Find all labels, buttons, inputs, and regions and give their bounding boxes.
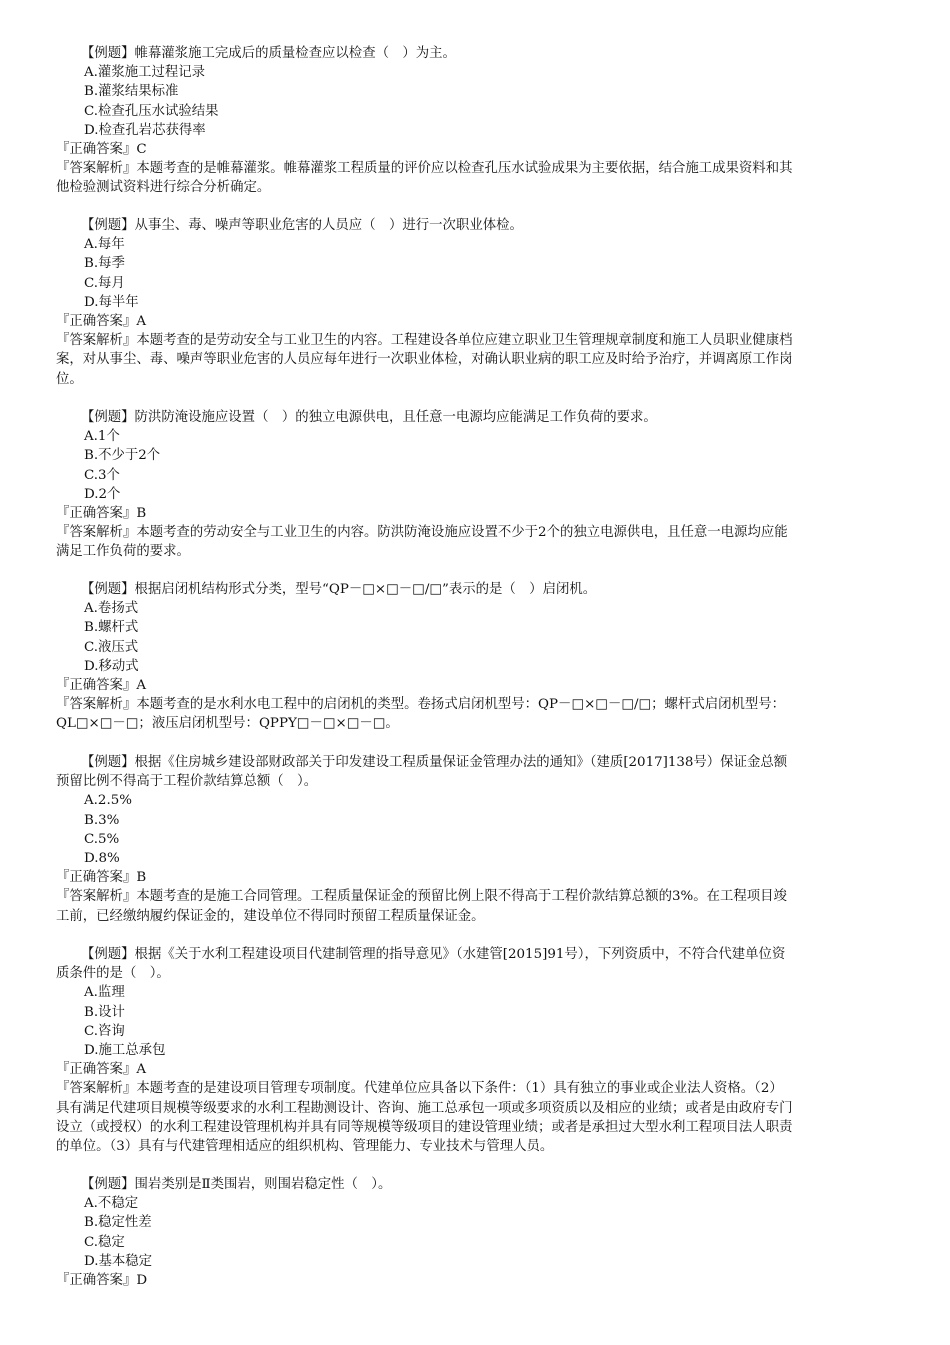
option-a: A.灌浆施工过程记录 bbox=[84, 65, 206, 81]
question-stem-cont: 质条件的是（ ）。 bbox=[56, 966, 170, 982]
option-b: B.稳定性差 bbox=[84, 1215, 152, 1231]
option-b: B.不少于2个 bbox=[84, 448, 161, 464]
question-stem: 【例题】根据启闭机结构形式分类，型号“QP－□×□－□/□”表示的是（ ）启闭机。 bbox=[81, 582, 597, 597]
option-a: A.每年 bbox=[84, 237, 125, 253]
option-b: B.3% bbox=[84, 812, 120, 828]
question-block-6 bbox=[56, 945, 902, 1156]
option-c: C.3个 bbox=[84, 467, 120, 483]
correct-answer: 『正确答案』A bbox=[56, 678, 147, 694]
question-block-3 bbox=[56, 408, 902, 562]
option-d: D.检查孔岩芯获得率 bbox=[84, 122, 206, 138]
option-d: D.施工总承包 bbox=[84, 1043, 166, 1059]
correct-answer: 『正确答案』D bbox=[56, 1273, 148, 1289]
answer-analysis-line: 『答案解析』本题考查的是建设项目管理专项制度。代建单位应具备以下条件：（1）具有独立的事业或企业法人资格。（2） bbox=[56, 1081, 783, 1097]
option-d: D.移动式 bbox=[84, 658, 139, 674]
answer-analysis-line: 满足工作负荷的要求。 bbox=[56, 544, 190, 560]
question-stem-cont: 预留比例不得高于工程价款结算总额（ ）。 bbox=[56, 774, 318, 790]
answer-analysis-line: 『答案解析』本题考查的是施工合同管理。工程质量保证金的预留比例上限不得高于工程价款结算总额的3%。在工程项目竣 bbox=[56, 889, 787, 905]
correct-answer: 『正确答案』C bbox=[56, 142, 147, 158]
option-a: A.不稳定 bbox=[84, 1196, 139, 1212]
option-b: B.螺杆式 bbox=[84, 620, 139, 636]
option-c: C.稳定 bbox=[84, 1234, 125, 1250]
answer-analysis-line: QL□×□－□；液压启闭机型号：QPPY□－□×□－□。 bbox=[56, 716, 399, 732]
option-b: B.设计 bbox=[84, 1004, 125, 1020]
option-a: A.2.5% bbox=[84, 793, 132, 809]
correct-answer: 『正确答案』A bbox=[56, 1062, 147, 1078]
correct-answer: 『正确答案』A bbox=[56, 314, 147, 330]
question-block-5 bbox=[56, 753, 902, 926]
answer-analysis-line: 工前，已经缴纳履约保证金的，建设单位不得同时预留工程质量保证金。 bbox=[56, 908, 485, 924]
option-a: A.卷扬式 bbox=[84, 601, 139, 617]
question-block-4 bbox=[56, 580, 902, 734]
answer-analysis-line: 『答案解析』本题考查的是劳动安全与工业卫生的内容。工程建设各单位应建立职业卫生管理规章制度和施工人员职业健康档 bbox=[56, 333, 793, 349]
answer-analysis-line: 具有满足代建项目规模等级要求的水利工程勘测设计、咨询、施工总承包一项或多项资质以及相应的业绩；或者是由政府专门 bbox=[56, 1100, 793, 1116]
correct-answer: 『正确答案』B bbox=[56, 870, 147, 886]
option-c: C.每月 bbox=[84, 275, 125, 291]
answer-analysis-line: 『答案解析』本题考查的是帷幕灌浆。帷幕灌浆工程质量的评价应以检查孔压水试验成果为主要依据，结合施工成果资料和其 bbox=[56, 161, 793, 177]
question-stem: 【例题】围岩类别是Ⅱ类围岩，则围岩稳定性（ ）。 bbox=[81, 1177, 392, 1192]
question-stem: 【例题】根据《关于水利工程建设项目代建制管理的指导意见》（水建管[2015]91号），下列资质中，不符合代建单位资 bbox=[81, 947, 786, 962]
option-c: C.检查孔压水试验结果 bbox=[84, 103, 219, 119]
option-d: D.基本稳定 bbox=[84, 1253, 153, 1269]
option-d: D.每半年 bbox=[84, 294, 139, 310]
option-c: C.咨询 bbox=[84, 1023, 125, 1039]
question-stem: 【例题】防洪防淹设施应设置（ ）的独立电源供电，且任意一电源均应能满足工作负荷的要求。 bbox=[81, 410, 657, 425]
option-a: A.1个 bbox=[84, 429, 120, 445]
answer-analysis-line: 位。 bbox=[56, 371, 83, 387]
question-stem: 【例题】从事尘、毒、噪声等职业危害的人员应（ ）进行一次职业体检。 bbox=[81, 218, 523, 233]
option-b: B.每季 bbox=[84, 256, 125, 272]
correct-answer: 『正确答案』B bbox=[56, 506, 147, 522]
answer-analysis-line: 『答案解析』本题考查的是水利水电工程中的启闭机的类型。卷扬式启闭机型号：QP－□×□－□/□；螺杆式启闭机型号： bbox=[56, 697, 786, 713]
question-stem: 【例题】根据《住房城乡建设部财政部关于印发建设工程质量保证金管理办法的通知》（建质[2017]138号）保证金总额 bbox=[81, 755, 788, 770]
answer-analysis-line: 案，对从事尘、毒、噪声等职业危害的人员应每年进行一次职业体检，对确认职业病的职工应及时给予治疗，并调离原工作岗 bbox=[56, 352, 793, 368]
answer-analysis-line: 『答案解析』本题考查的劳动安全与工业卫生的内容。防洪防淹设施应设置不少于2个的独立电源供电，且任意一电源均应能 bbox=[56, 525, 788, 541]
answer-analysis-line: 他检验测试资料进行综合分析确定。 bbox=[56, 180, 271, 196]
option-d: D.8% bbox=[84, 851, 120, 867]
answer-analysis-line: 的单位。（3）具有与代建管理相适应的组织机构、管理能力、专业技术与管理人员。 bbox=[56, 1139, 554, 1155]
answer-analysis-line: 设立（或授权）的水利工程建设管理机构并具有同等规模等级项目的建设管理业绩；或者是承担过大型水利工程项目法人职责 bbox=[56, 1119, 793, 1135]
option-c: C.5% bbox=[84, 831, 120, 847]
question-block-1 bbox=[56, 44, 902, 198]
option-c: C.液压式 bbox=[84, 639, 139, 655]
option-d: D.2个 bbox=[84, 486, 121, 502]
question-stem: 【例题】帷幕灌浆施工完成后的质量检查应以检查（ ）为主。 bbox=[81, 46, 456, 61]
question-block-2 bbox=[56, 216, 902, 389]
question-block-7 bbox=[56, 1175, 902, 1290]
option-a: A.监理 bbox=[84, 985, 125, 1001]
option-b: B.灌浆结果标准 bbox=[84, 84, 179, 100]
